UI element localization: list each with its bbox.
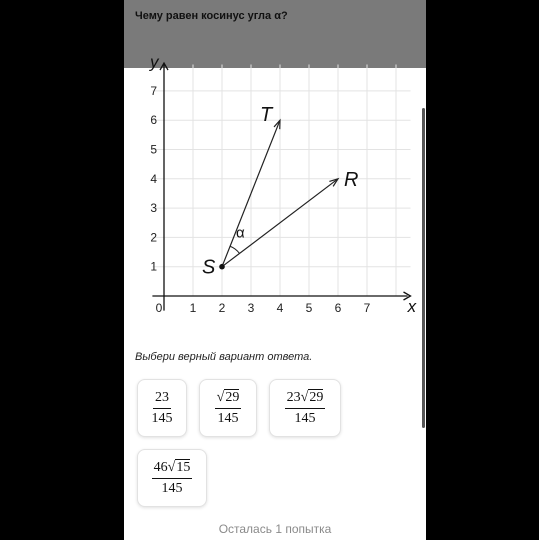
option-4-denominator: 145 [161,480,183,496]
sqrt-icon: √ [300,389,309,405]
y-tick-label: 3 [150,201,157,216]
answer-option-1[interactable] [137,379,187,437]
option-1-denominator: 145 [151,410,173,426]
x-tick-label: 5 [305,301,313,315]
point-label-s: S [202,256,216,279]
answer-prompt: Выбери верный вариант ответа. [135,351,313,363]
x-axis-label: x [407,297,417,316]
option-1-numerator: 23 [153,390,171,409]
angle-arc [230,246,239,253]
option-3-denominator: 145 [294,410,316,426]
point-label-t: T [260,104,273,127]
x-tick-label: 3 [247,301,255,315]
x-tick-label: 0 [155,301,163,315]
y-tick-label: 6 [150,113,157,128]
x-tick-label: 7 [363,301,371,315]
answer-option-4[interactable] [137,449,207,507]
sqrt-icon: √ [167,459,176,475]
point-label-r: R [344,168,359,191]
option-3-radicand: 29 [309,389,324,405]
x-tick-label: 4 [276,301,284,315]
angle-alpha-label: α [236,224,245,242]
question-text: Чему равен косинус угла α? [135,10,288,22]
y-tick-label: 1 [150,259,157,274]
answer-option-3[interactable] [269,379,341,437]
x-tick-label: 1 [189,301,197,315]
backdrop-right [426,0,539,540]
scrollbar[interactable] [422,108,425,428]
x-tick-label: 2 [218,301,226,315]
y-tick-label: 4 [150,171,157,186]
point-s-dot [219,264,225,270]
y-axis-label: y [150,56,159,72]
x-tick-label: 6 [334,301,342,315]
y-tick-label: 5 [150,142,157,157]
option-3-numerator: 23 [286,389,301,405]
backdrop-left [0,0,124,540]
graph-axes [152,63,410,311]
sqrt-icon: √ [216,389,225,405]
graph-grid [152,65,410,296]
y-tick-label: 2 [150,230,157,245]
coordinate-graph [124,56,426,318]
answer-option-2[interactable] [199,379,257,437]
option-4-radicand: 15 [176,459,191,475]
option-2-radicand: 29 [225,389,240,405]
attempts-remaining: Осталась 1 попытка [218,522,332,536]
option-4-numerator: 46 [153,459,168,475]
y-tick-label: 7 [150,83,157,98]
option-2-denominator: 145 [217,410,239,426]
